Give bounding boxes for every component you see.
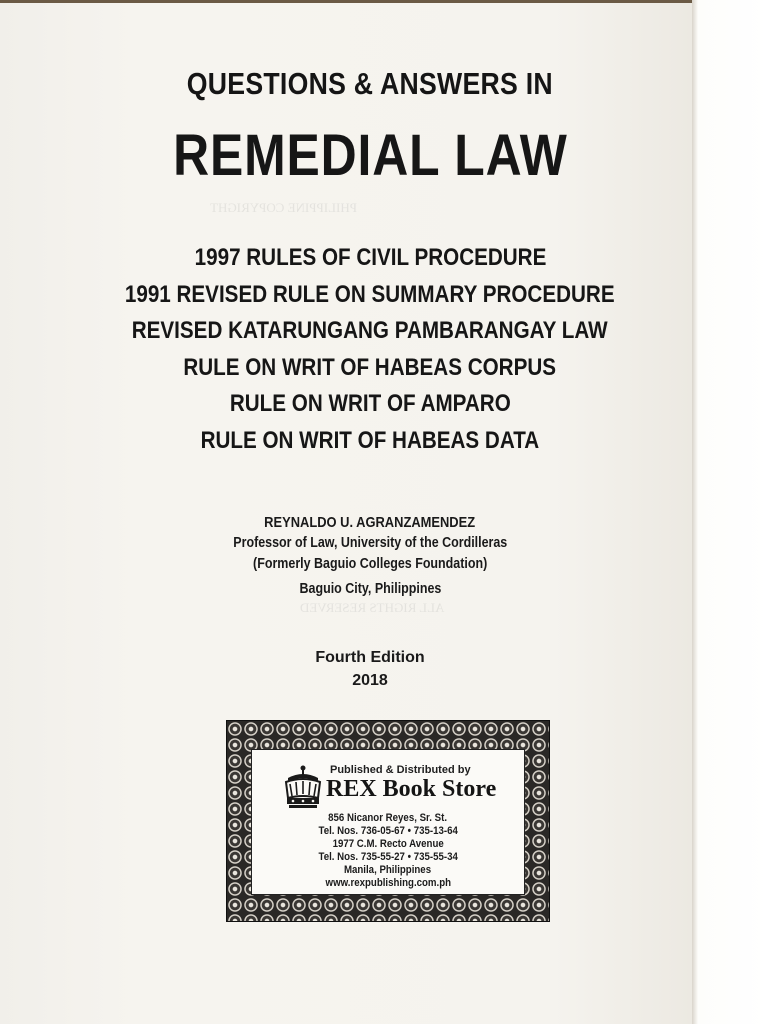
published-by-label: Published & Distributed by — [330, 764, 471, 776]
edition-block — [0, 647, 740, 693]
page-top-edge — [0, 0, 692, 3]
page-right-margin — [692, 0, 768, 1024]
subject-item: RULE ON WRIT OF HABEAS CORPUS — [183, 353, 557, 381]
address-line: 856 Nicanor Reyes, Sr. St. — [328, 812, 448, 824]
crown-icon — [282, 764, 324, 810]
publisher-address — [252, 812, 524, 890]
bleed-through-text: PHILIPPINE COPYRIGHT — [210, 200, 357, 215]
subject-item: 1991 REVISED RULE ON SUMMARY PROCEDURE — [125, 280, 615, 308]
subject-item: RULE ON WRIT OF AMPARO — [229, 390, 511, 418]
title-line-1: QUESTIONS & ANSWERS IN — [186, 66, 554, 101]
author-block — [0, 512, 740, 600]
author-position: Professor of Law, University of the Cordilleras — [233, 535, 507, 551]
edition-year: 2018 — [352, 672, 388, 689]
author-name: REYNALDO U. AGRANZAMENDEZ — [264, 514, 476, 531]
author-formerly: (Formerly Baguio Colleges Foundation) — [252, 556, 488, 572]
edition-label: Fourth Edition — [315, 649, 425, 666]
publisher-ornamental-frame — [226, 720, 550, 922]
subject-list — [0, 240, 740, 460]
publisher-box — [251, 749, 525, 895]
subject-item: REVISED KATARUNGANG PAMBARANGAY LAW — [132, 317, 608, 345]
address-line: Tel. Nos. 735-55-27 • 735-55-34 — [318, 851, 458, 863]
address-line: Manila, Philippines — [344, 864, 432, 876]
bleed-through-text: ALL RIGHTS RESERVED — [300, 600, 445, 615]
address-line: Tel. Nos. 736-05-67 • 735-13-64 — [318, 825, 458, 837]
address-line: 1977 C.M. Recto Avenue — [332, 838, 444, 850]
subject-item: 1997 RULES OF CIVIL PROCEDURE — [194, 244, 546, 271]
publisher-name: REX Book Store — [326, 776, 497, 802]
subject-item: RULE ON WRIT OF HABEAS DATA — [200, 426, 540, 454]
book-title: REMEDIAL LAW — [172, 123, 568, 188]
publisher-website: www.rexpublishing.com.ph — [325, 877, 451, 889]
author-location: Baguio City, Philippines — [299, 581, 441, 597]
